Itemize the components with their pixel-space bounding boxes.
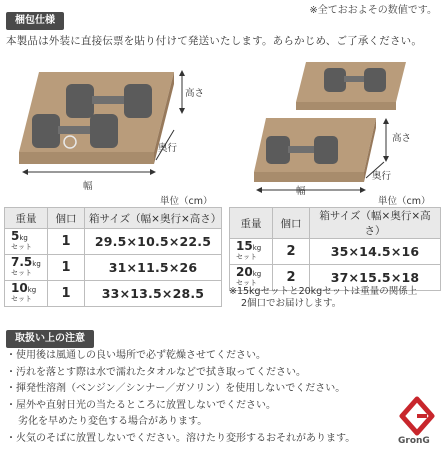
col-header-weight: 重量	[230, 208, 273, 239]
double-box-width-label: 幅	[296, 186, 306, 197]
col-header-box-size: 箱サイズ（幅×奥行×高さ）	[85, 208, 222, 229]
table-row: 20kg セット 2 37×15.5×18	[230, 265, 441, 291]
grong-logo-icon	[397, 396, 437, 436]
shipping-note-line1: ※15kgセットと20kgセットは重量の関係上	[229, 286, 418, 297]
col-header-weight: 重量	[5, 208, 48, 229]
list-item: ・使用後は風通しの良い場所で必ず乾燥させてください。	[6, 350, 266, 361]
right-table-unit: 単位（cm）	[378, 196, 431, 207]
table-row: 7.5kg セット 1 31×11.5×26	[5, 255, 222, 281]
list-item: 劣化を早めたり変色する場合があります。	[18, 416, 208, 427]
col-header-box-size: 箱サイズ（幅×奥行×高さ）	[310, 208, 441, 239]
dumbbell-handle	[58, 126, 92, 134]
care-notes-list	[6, 348, 386, 447]
list-item: ・揮発性溶剤（ベンジン／シンナー／ガソリン）を使用しないでください。	[6, 383, 346, 394]
shipping-note-line2: 2個口でお届けします。	[241, 298, 342, 309]
left-table-unit: 単位（cm）	[160, 196, 213, 207]
double-box-illustration	[236, 50, 436, 200]
list-item: ・屋外や直射日光の当たるところに放置しないでください。	[6, 399, 276, 411]
approximate-values-note: ※全ておおよその数値です。	[309, 5, 437, 16]
list-item: ・火気のそばに放置しないでください。溶けたり変形するおそれがあります。	[6, 432, 356, 444]
dumbbell-head	[124, 84, 152, 118]
table-row: 15kg セット 2 35×14.5×16	[230, 239, 441, 265]
single-box-depth-label: 奥行	[158, 143, 178, 154]
list-item: ・汚れを落とす際は水で濡れたタオルなどで拭き取ってください。	[6, 366, 306, 378]
double-box-depth-label: 奥行	[372, 171, 392, 182]
double-box-height-label: 高さ	[392, 133, 412, 144]
single-box-width-label: 幅	[83, 181, 93, 192]
brand-name: GronG	[398, 436, 430, 446]
packing-intro-text: 本製品は外装に直接伝票を貼り付けて発送いたします。あらかじめ、ご了承ください。	[6, 35, 423, 47]
dumbbell-head	[32, 114, 60, 148]
single-box-height-label: 高さ	[185, 88, 205, 99]
col-header-pieces: 個口	[273, 208, 310, 239]
dumbbell-head	[90, 114, 118, 148]
dumbbell-handle	[92, 96, 126, 104]
left-size-table	[4, 207, 222, 307]
col-header-pieces: 個口	[48, 208, 85, 229]
single-box-illustration	[4, 52, 214, 212]
care-notes-tag: 取扱い上の注意	[6, 330, 94, 348]
box-front-face	[19, 152, 154, 164]
table-row: 10kg セット 1 33×13.5×28.5	[5, 281, 222, 307]
right-size-table	[229, 207, 441, 291]
dumbbell-head	[66, 84, 94, 118]
table-row: 5kg セット 1 29.5×10.5×22.5	[5, 229, 222, 255]
packing-spec-tag: 梱包仕様	[6, 12, 64, 30]
